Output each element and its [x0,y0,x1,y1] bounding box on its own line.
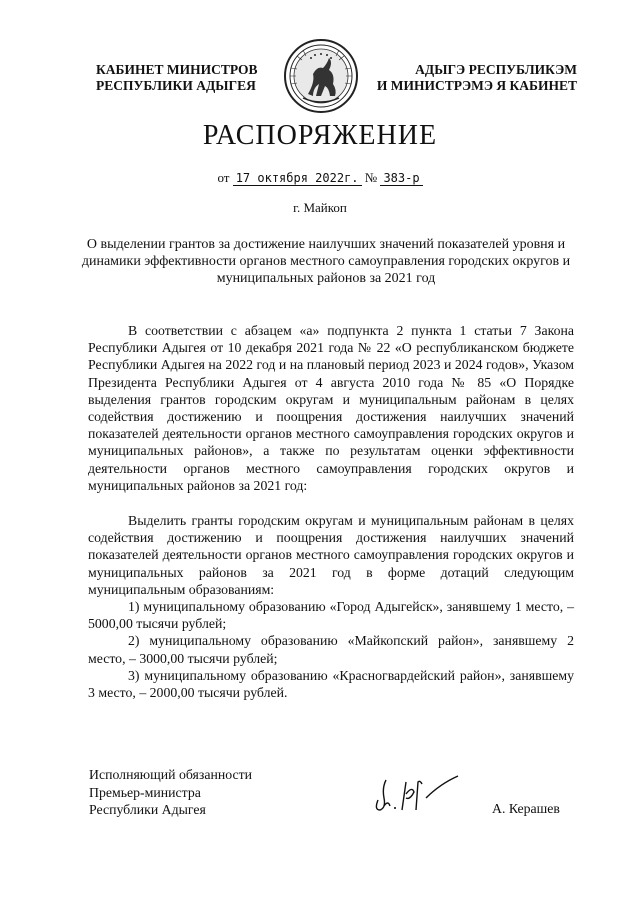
signatory-position-line2: Премьер-министра [89,784,201,800]
date-value: 17 октября 2022г. [233,171,362,186]
date-prefix: от [217,170,230,185]
header-right-line2: И МИНИСТРЭМЭ Я КАБИНЕТ [376,78,577,93]
signatory-position [89,766,252,819]
header-right [362,62,577,94]
handwritten-signature [370,770,465,820]
list-item-3: 3) муниципальному образованию «Красногвардейский район», занявшему 3 место, – 2000,00 тысячи рублей. [88,667,574,701]
header-right-line1: АДЫГЭ РЕСПУБЛИКЭМ [415,62,577,77]
body-section-decision [88,512,574,701]
list-item-2: 2) муниципальному образованию «Майкопский район», занявшему 2 место, – 3000,00 тысячи рублей; [88,633,574,666]
document-title: РАСПОРЯЖЕНИЕ [202,120,438,151]
header-left [96,62,258,94]
city: г. Майкоп [293,200,347,215]
coat-of-arms-icon [283,38,359,114]
header-left-line2: РЕСПУБЛИКИ АДЫГЕЯ [96,78,256,93]
signatory-position-line3: Республики Адыгея [89,802,206,817]
header-left-line1: КАБИНЕТ МИНИСТРОВ [96,62,258,77]
signatory-position-line1: Исполняющий обязанности [89,767,252,782]
number-prefix: № [364,170,378,185]
number-value: 383-р [380,171,422,186]
signatory-name: А. Керашев [492,801,560,816]
paragraph-decision: Выделить гранты городским округам и муниципальным районам в целях содействия достижению и поощрения достижения наилучших значений показателей деятельности органов местного самоуправления городских округов и муниципальных районов за 2021 год в форме дотаций следующим муниципальным образованиям: [88,513,574,597]
document-subject: О выделении грантов за достижение наилучших значений показателей уровня и динамики эффективности органов местного самоуправления городских округов и муниципальных районов за 2021 год [81,237,571,286]
date-number-line [0,170,640,186]
body-section-preamble [88,322,574,494]
paragraph-preamble: В соответствии с абзацем «а» подпункта 2 пункта 1 статьи 7 Закона Республики Адыгея от 10 декабря 2021 года № 22 «О республиканском бюджете Республики Адыгея на 2022 год и на плановый период 2023 и 2024 годов», Указом Президента Республики Адыгея от 4 августа 2010 года № 85 «О Порядке выделения грантов городским округам и муниципальным районам в целях содействия достижению и поощрения достижения наилучших значений показателей деятельности органов местного самоуправления городских округов и муниципальных районов», а также по результатам оценки эффективности деятельности органов местного самоуправления городских округов и муниципальных районов за 2021 год: [88,323,574,493]
list-item-1: 1) муниципальному образованию «Город Адыгейск», занявшему 1 место, – 5000,00 тысячи рублей; [88,599,574,632]
